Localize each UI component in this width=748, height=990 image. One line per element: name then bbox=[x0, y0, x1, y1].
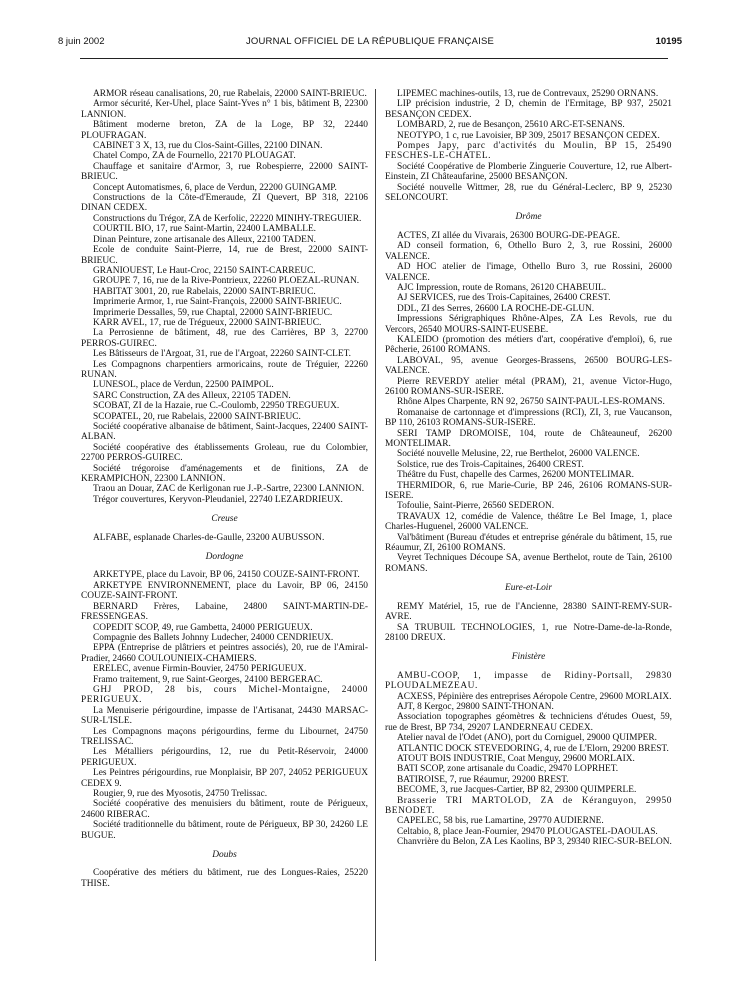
company-entry: LUNESOL, place de Verdun, 22500 PAIMPOL. bbox=[93, 380, 274, 391]
company-entry: Dinan Peinture, zone artisanale des Alleux, 22100 TADEN. bbox=[93, 234, 316, 245]
company-entry: Société coopérative des établissements Groleau, rue du Colombier, 22700 PERROS-GUIREC. bbox=[81, 442, 368, 464]
company-entry: Société nouvelle Melusine, 22, rue Berthelot, 26000 VALENCE. bbox=[397, 449, 640, 460]
company-entry: ATLANTIC DOCK STEVEDORING, 4, rue de L'Elorn, 29200 BREST. bbox=[397, 743, 669, 754]
left-column bbox=[81, 89, 368, 889]
company-entry: Rhône Alpes Charpente, RN 92, 26750 SAINT-PAUL-LES-ROMANS. bbox=[397, 397, 665, 408]
company-entry: Les Bâtisseurs de l'Argoat, 31, rue de l'Argoat, 22260 SAINT-CLET. bbox=[93, 349, 351, 360]
company-entry: Imprimerie Armor, 1, rue Saint-François, 22000 SAINT-BRIEUC. bbox=[93, 297, 342, 308]
company-entry: HABITAT 3001, 20, rue Rabelais, 22000 SAINT-BRIEUC. bbox=[93, 286, 316, 297]
company-entry: LOMBARD, 2, rue de Besançon, 25610 ARC-ET-SENANS. bbox=[397, 120, 625, 131]
company-entry: La Menuiserie périgourdine, impasse de l'Artisanat, 24430 MARSAC-SUR-L'ISLE. bbox=[81, 705, 368, 727]
company-entry: Traou an Douar, ZAC de Kerligonan rue J.-P.-Sartre, 22300 LANNION. bbox=[93, 484, 365, 495]
company-entry: Veyret Techniques Découpe SA, avenue Berthelot, route de Tain, 26100 ROMANS. bbox=[385, 553, 672, 574]
company-entry: BECOME, 3, rue Jacques-Cartier, BP 82, 29300 QUIMPERLE. bbox=[397, 785, 637, 796]
company-entry: Chauffage et sanitaire d'Armor, 3, rue Robespierre, 22000 SAINT-BRIEUC. bbox=[81, 161, 368, 183]
department-heading: Drôme bbox=[515, 212, 542, 223]
company-entry: COURTIL BIO, 17, rue Saint-Martin, 22400 LAMBALLE. bbox=[93, 224, 317, 235]
company-entry: Les Métalliers périgourdins, 12, rue du Petit-Réservoir, 24000 PERIGUEUX. bbox=[81, 747, 368, 768]
company-entry: Société nouvelle Wittmer, 28, rue du Général-Leclerc, BP 9, 25230 SELONCOURT. bbox=[385, 182, 672, 204]
company-entry: Val'bâtiment (Bureau d'études et entreprise générale du bâtiment, 15, rue Réaumur, ZI, 26100 ROMANS. bbox=[385, 532, 672, 554]
department-heading: Creuse bbox=[211, 514, 238, 525]
company-entry: Société Coopérative de Plomberie Zinguerie Couverture, 12, rue Albert-Einstein, ZI Châteaufarine, 25000 BESANÇON. bbox=[385, 161, 672, 183]
department-heading: Doubs bbox=[212, 850, 237, 861]
company-entry: ALFABE, esplanade Charles-de-Gaulle, 23200 AUBUSSON. bbox=[93, 532, 325, 543]
company-entry: THERMIDOR, 6, rue Marie-Curie, BP 246, 26106 ROMANS-SUR-ISERE. bbox=[385, 480, 672, 502]
company-entry: BATI SCOP, zone artisanale du Coadic, 29470 LOPRHET. bbox=[397, 764, 619, 775]
company-entry: Coopérative des métiers du bâtiment, rue des Longues-Raies, 25220 THISE. bbox=[81, 868, 368, 889]
department-heading: Dordogne bbox=[205, 552, 244, 563]
company-entry: Pierre REVERDY atelier métal (PRAM), 21, avenue Victor-Hugo, 26100 ROMANS-SUR-ISERE. bbox=[385, 376, 672, 397]
company-entry: Romanaise de cartonnage et d'impressions (RCI), ZI, 3, rue Vaucanson, BP 110, 26103 ROMANS-SUR-ISERE. bbox=[385, 407, 672, 429]
company-entry: Société traditionnelle du bâtiment, route de Périgueux, BP 30, 24260 LE BUGUE. bbox=[81, 820, 368, 841]
company-entry: LIP précision industrie, 2 D, chemin de l'Ermitage, BP 937, 25021 BESANÇON CEDEX. bbox=[385, 99, 672, 120]
company-entry: Imprimerie Dessalles, 59, rue Chaptal, 22000 SAINT-BRIEUC. bbox=[93, 307, 333, 318]
company-entry: Les Compagnons maçons périgourdins, ferme du Libournet, 24750 TRELISSAC. bbox=[81, 726, 368, 747]
company-entry: Solstice, rue des Trois-Capitaines, 26400 CREST. bbox=[397, 459, 584, 470]
company-entry: Armor sécurité, Ker-Uhel, place Saint-Yves n° 1 bis, bâtiment B, 22300 LANNION. bbox=[81, 99, 368, 120]
column-divider bbox=[375, 89, 376, 961]
company-entry: ARMOR réseau canalisations, 20, rue Rabelais, 22000 SAINT-BRIEUC. bbox=[93, 89, 367, 99]
page-header bbox=[58, 36, 682, 52]
journal-title: JOURNAL OFFICIEL DE LA RÉPUBLIQUE FRANÇAISE bbox=[245, 36, 495, 47]
company-entry: Concept Automatismes, 6, place de Verdun, 22200 GUINGAMP. bbox=[93, 182, 337, 193]
company-entry: Brasserie TRI MARTOLOD, ZA de Kéranguyon, 29950 BENODET. bbox=[385, 795, 672, 816]
company-entry: CAPELEC, 58 bis, rue Lamartine, 29770 AUDIERNE. bbox=[397, 816, 604, 827]
company-entry: SARC Construction, ZA des Alleux, 22105 TADEN. bbox=[93, 390, 291, 401]
company-entry: Constructions de la Côte-d'Emeraude, ZI Quevert, BP 318, 22106 DINAN CEDEX. bbox=[81, 193, 368, 214]
company-entry: ERELEC, avenue Firmin-Bouvier, 24750 PERIGUEUX. bbox=[93, 664, 307, 675]
company-entry: ACXESS, Pépinière des entreprises Aéropole Centre, 29600 MORLAIX. bbox=[397, 691, 672, 702]
company-entry: Celtabio, 8, place Jean-Fournier, 29470 PLOUGASTEL-DAOULAS. bbox=[397, 826, 658, 837]
company-entry: BERNARD Frères, Labaine, 24800 SAINT-MARTIN-DE-FRESSENGEAS. bbox=[81, 601, 368, 623]
company-entry: Société coopérative des menuisiers du bâtiment, route de Périgueux, 24600 RIBERAC. bbox=[81, 799, 368, 820]
company-entry: SCOBAT, ZI de la Hazaie, rue C.-Coulomb, 22950 TREGUEUX. bbox=[93, 401, 340, 412]
company-entry: AD conseil formation, 6, Othello Buro 2, 3, rue Rossini, 26000 VALENCE. bbox=[385, 241, 672, 262]
company-entry: SA TRUBUIL TECHNOLOGIES, 1, rue Notre-Dame-de-la-Ronde, 28100 DREUX. bbox=[385, 622, 672, 643]
company-entry: Théâtre du Fust, chapelle des Carmes, 26200 MONTELIMAR. bbox=[397, 470, 634, 481]
company-entry: COPEDIT SCOP, 49, rue Gambetta, 24000 PERIGUEUX. bbox=[93, 622, 313, 633]
company-entry: EPPA (Entreprise de plâtriers et peintres associés), 20, rue de l'Amiral-Pradier, 24660 COULOUNIEIX-CHAMIERS. bbox=[81, 643, 368, 664]
company-entry: Impressions Sérigraphiques Rhône-Alpes, ZA Les Revols, rue du Vercors, 26540 MOURS-SAINT-EUSEBE. bbox=[385, 314, 672, 335]
company-entry: CABINET 3 X, 13, rue du Clos-Saint-Gilles, 22100 DINAN. bbox=[93, 141, 323, 152]
company-entry: Pompes Japy, parc d'activités du Moulin, BP 15, 25490 FESCHES-LE-CHATEL. bbox=[385, 141, 672, 162]
company-entry: AJ SERVICES, rue des Trois-Capitaines, 26400 CREST. bbox=[397, 293, 611, 304]
company-entry: DDL, ZI des Serres, 26600 LA ROCHE-DE-GLUN. bbox=[397, 303, 595, 314]
company-entry: Société trégoroise d'aménagements et de finitions, ZA de KERAMPICHON, 22300 LANNION. bbox=[81, 463, 368, 485]
company-entry: Association topographes géomètres & techniciens d'études Ouest, 59, rue de Brest, BP 734, 29207 LANDERNEAU CEDEX. bbox=[385, 712, 672, 733]
company-entry: Rougier, 9, rue des Myosotis, 24750 Trelissac. bbox=[93, 789, 268, 799]
company-entry: ATOUT BOIS INDUSTRIE, Coat Menguy, 29600 MORLAIX. bbox=[397, 753, 635, 764]
company-entry: REMY Matériel, 15, rue de l'Ancienne, 28380 SAINT-REMY-SUR-AVRE. bbox=[385, 601, 672, 623]
company-entry: GHJ PROD, 28 bis, cours Michel-Montaigne, 24000 PERIGUEUX. bbox=[81, 684, 368, 706]
header-rule bbox=[80, 58, 668, 59]
company-entry: Trégor couvertures, Keryvon-Pleudaniel, 22740 LEZARDRIEUX. bbox=[93, 494, 343, 505]
company-entry: ACTES, ZI allée du Vivarais, 26300 BOURG-DE-PEAGE. bbox=[397, 230, 620, 241]
company-entry: LABOVAL, 95, avenue Georges-Brassens, 26500 BOURG-LES-VALENCE. bbox=[385, 355, 672, 377]
company-entry: Chatel Compo, ZA de Fournello, 22170 PLOUAGAT. bbox=[93, 151, 296, 162]
company-entry: Chanvrière du Belon, ZA Les Kaolins, BP 3, 29340 RIEC-SUR-BELON. bbox=[397, 837, 672, 848]
right-column bbox=[385, 89, 672, 848]
company-entry: Les Peintres périgourdins, rue Monplaisir, BP 207, 24052 PERIGUEUX CEDEX 9. bbox=[81, 768, 368, 789]
company-entry: KARR AVEL, 17, rue de Trégueux, 22000 SAINT-BRIEUC. bbox=[93, 317, 322, 328]
company-entry: GRANIOUEST, Le Haut-Croc, 22150 SAINT-CARREUC. bbox=[93, 265, 316, 276]
company-entry: Bâtiment moderne breton, ZA de la Loge, BP 32, 22440 PLOUFRAGAN. bbox=[81, 120, 368, 141]
company-entry: Les Compagnons charpentiers armoricains, route de Tréguier, 22260 RUNAN. bbox=[81, 359, 368, 380]
department-heading: Finistère bbox=[511, 652, 546, 663]
company-entry: Tofoulie, Saint-Pierre, 26560 SEDERON. bbox=[397, 501, 555, 512]
company-entry: AMBU-COOP, 1, impasse de Ridiny-Portsall, 29830 PLOUDALMEZEAU. bbox=[385, 670, 672, 692]
company-entry: AJT, 8 Kergoc, 29800 SAINT-THONAN. bbox=[397, 701, 554, 712]
company-entry: TRAVAUX 12, comédie de Valence, théâtre Le Bel Image, 1, place Charles-Huguenel, 26000 VALENCE. bbox=[385, 511, 672, 533]
company-entry: SERI TAMP DROMOISE, 104, route de Châteauneuf, 26200 MONTELIMAR. bbox=[385, 428, 672, 449]
company-entry: AD HOC atelier de l'image, Othello Buro 3, rue Rossini, 26000 VALENCE. bbox=[385, 262, 672, 283]
company-entry: La Perrosienne de bâtiment, 48, rue des Carrières, BP 3, 22700 PERROS-GUIREC. bbox=[81, 328, 368, 349]
company-entry: ARKETYPE ENVIRONNEMENT, place du Lavoir, BP 06, 24150 COUZE-SAINT-FRONT. bbox=[81, 580, 368, 602]
company-entry: Société coopérative albanaise de bâtiment, Saint-Jacques, 22400 SAINT-ALBAN. bbox=[81, 422, 368, 443]
company-entry: AJC Impression, route de Romans, 26120 CHABEUIL. bbox=[397, 282, 607, 293]
department-heading: Eure-et-Loir bbox=[504, 583, 553, 594]
company-entry: Ecole de conduite Saint-Pierre, 14, rue de Brest, 22000 SAINT-BRIEUC. bbox=[81, 245, 368, 266]
header-date: 8 juin 2002 bbox=[58, 36, 105, 47]
company-entry: NEOTYPO, 1 c, rue Lavoisier, BP 309, 25017 BESANÇON CEDEX. bbox=[397, 130, 660, 141]
company-entry: Framo traitement, 9, rue Saint-Georges, 24100 BERGERAC. bbox=[93, 674, 323, 685]
company-entry: ARKETYPE, place du Lavoir, BP 06, 24150 COUZE-SAINT-FRONT. bbox=[93, 570, 360, 581]
page-number: 10195 bbox=[655, 36, 682, 47]
company-entry: LIPEMEC machines-outils, 13, rue de Contrevaux, 25290 ORNANS. bbox=[397, 89, 659, 99]
company-entry: SCOPATEL, 20, rue Rabelais, 22000 SAINT-BRIEUC. bbox=[93, 411, 301, 422]
company-entry: Compagnie des Ballets Johnny Ludecher, 24000 CENDRIEUX. bbox=[93, 632, 334, 643]
company-entry: Constructions du Trégor, ZA de Kerfolic, 22220 MINIHY-TREGUIER. bbox=[93, 213, 362, 224]
company-entry: BATIROISE, 7, rue Réaumur, 29200 BREST. bbox=[397, 774, 569, 785]
company-entry: GROUPE 7, 16, rue de la Rive-Pontrieux, 22260 PLOEZAL-RUNAN. bbox=[93, 276, 360, 287]
company-entry: Atelier naval de l'Odet (ANO), port du Corniguel, 29000 QUIMPER. bbox=[397, 733, 657, 744]
company-entry: KALEIDO (promotion des métiers d'art, coopérative d'emploi), 6, rue Pêcherie, 26100 ROMANS. bbox=[385, 334, 672, 356]
